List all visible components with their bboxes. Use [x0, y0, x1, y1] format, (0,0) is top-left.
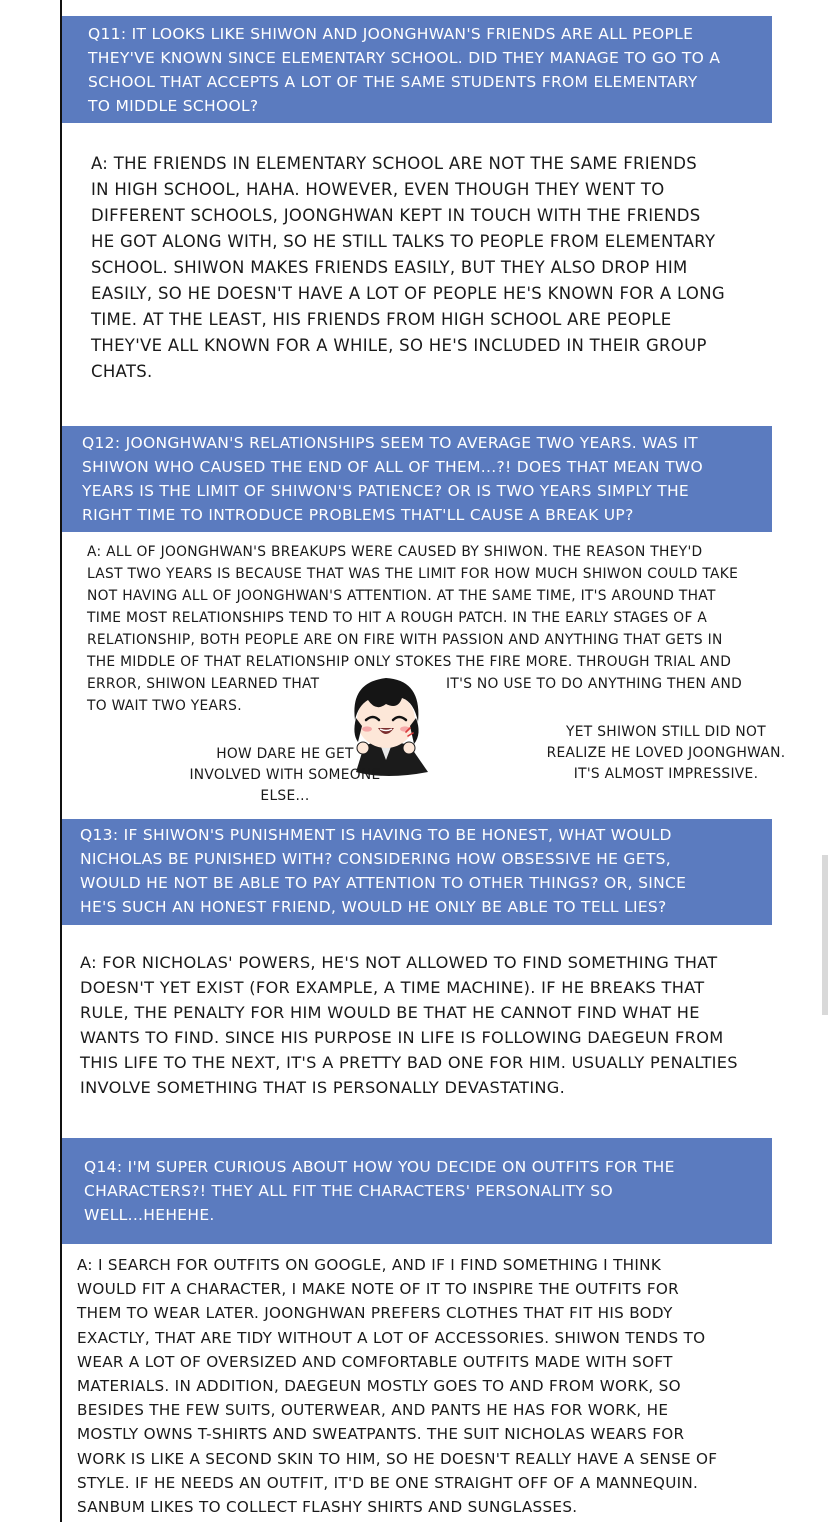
left-border-line	[60, 0, 62, 1522]
question-q13: Q13: IF SHIWON'S PUNISHMENT IS HAVING TO BE HONEST, WHAT WOULD NICHOLAS BE PUNISHED WITH? CONSIDERING HOW OBSESSIVE HE GETS, WOULD HE NOT BE ABLE TO PAY ATTENTION TO OTHER THINGS? OR, SINCE HE'S SUCH AN HONEST FRIEND, WOULD HE ONLY BE ABLE TO TELL LIES?	[62, 819, 772, 925]
note-shiwon-realize: YET SHIWON STILL DID NOT REALIZE HE LOVED JOONGHWAN. IT'S ALMOST IMPRESSIVE.	[546, 724, 786, 782]
question-q11: Q11: IT LOOKS LIKE SHIWON AND JOONGHWAN'S FRIENDS ARE ALL PEOPLE THEY'VE KNOWN SINCE ELEMENTARY SCHOOL. DID THEY MANAGE TO GO TO A SCHOOL THAT ACCEPTS A LOT OF THE SAME STUDENTS FROM ELEMENTARY TO MIDDLE SCHOOL?	[62, 16, 772, 123]
note-how-dare: HOW DARE HE GET INVOLVED WITH SOMEONE ELSE...	[189, 746, 381, 804]
answer-q13: A: FOR NICHOLAS' POWERS, HE'S NOT ALLOWED TO FIND SOMETHING THAT DOESN'T YET EXIST (FOR EXAMPLE, A TIME MACHINE). IF HE BREAKS THAT RULE, THE PENALTY FOR HIM WOULD BE THAT HE CANNOT FIND WHAT HE WANTS TO FIND. SINCE HIS PURPOSE IN LIFE IS FOLLOWING DAEGEUN FROM THIS LIFE TO THE NEXT, IT'S A PRETTY BAD ONE FOR HIM. USUALLY PENALTIES INVOLVE SOMETHING THAT IS PERSONALLY DEVASTATING.	[80, 953, 738, 1097]
question-q12: Q12: JOONGHWAN'S RELATIONSHIPS SEEM TO AVERAGE TWO YEARS. WAS IT SHIWON WHO CAUSED THE END OF ALL OF THEM...?! DOES THAT MEAN TWO YEARS IS THE LIMIT OF SHIWON'S PATIENCE? OR IS TWO YEARS SIMPLY THE RIGHT TIME TO INTRODUCE PROBLEMS THAT'LL CAUSE A BREAK UP?	[62, 426, 772, 532]
answer-q11: A: THE FRIENDS IN ELEMENTARY SCHOOL ARE NOT THE SAME FRIENDS IN HIGH SCHOOL, HAHA. HOWEVER, EVEN THOUGH THEY WENT TO DIFFERENT SCHOOLS, JOONGHWAN KEPT IN TOUCH WITH THE FRIENDS HE GOT ALONG WITH, SO HE STILL TALKS TO PEOPLE FROM ELEMENTARY SCHOOL. SHIWON MAKES FRIENDS EASILY, BUT THEY ALSO DROP HIM EASILY, SO HE DOESN'T HAVE A LOT OF PEOPLE HE'S KNOWN FOR A LONG TIME. AT THE LEAST, HIS FRIENDS FROM HIGH SCHOOL ARE PEOPLE THEY'VE ALL KNOWN FOR A WHILE, SO HE'S INCLUDED IN THEIR GROUP CHATS.	[91, 154, 725, 381]
answer-q12-right: IT'S NO USE TO DO ANYTHING THEN AND	[446, 676, 743, 692]
answer-q12-left: ERROR, SHIWON LEARNED THAT TO WAIT TWO YEARS.	[87, 676, 320, 714]
answer-q12: A: ALL OF JOONGHWAN'S BREAKUPS WERE CAUSED BY SHIWON. THE REASON THEY'D LAST TWO YEARS IS BECAUSE THAT WAS THE LIMIT FOR HOW MUCH SHIWON COULD TAKE NOT HAVING ALL OF JOONGHWAN'S ATTENTION. AT THE SAME TIME, IT'S AROUND THAT TIME MOST RELATIONSHIPS TEND TO HIT A ROUGH PATCH. IN THE EARLY STAGES OF A RELATIONSHIP, BOTH PEOPLE ARE ON FIRE WITH PASSION AND ANYTHING THAT GETS IN THE MIDDLE OF THAT RELATIONSHIP ONLY STOKES THE FIRE MORE. THROUGH TRIAL AND	[87, 544, 739, 670]
question-q14: Q14: I'M SUPER CURIOUS ABOUT HOW YOU DECIDE ON OUTFITS FOR THE CHARACTERS?! THEY ALL FIT THE CHARACTERS' PERSONALITY SO WELL...HEHEHE.	[62, 1138, 772, 1244]
scroll-edge-shadow	[822, 855, 828, 1015]
answer-q14: A: I SEARCH FOR OUTFITS ON GOOGLE, AND IF I FIND SOMETHING I THINK WOULD FIT A CHARACTER, I MAKE NOTE OF IT TO INSPIRE THE OUTFITS FOR THEM TO WEAR LATER. JOONGHWAN PREFERS CLOTHES THAT FIT HIS BODY EXACTLY, THAT ARE TIDY WITHOUT A LOT OF ACCESSORIES. SHIWON TENDS TO WEAR A LOT OF OVERSIZED AND COMFORTABLE OUTFITS MADE WITH SOFT MATERIALS. IN ADDITION, DAEGEUN MOSTLY GOES TO AND FROM WORK, SO BESIDES THE FEW SUITS, OUTERWEAR, AND PANTS HE HAS FOR WORK, HE MOSTLY OWNS T-SHIRTS AND SWEATPANTS. THE SUIT NICHOLAS WEARS FOR WORK IS LIKE A SECOND SKIN TO HIM, SO HE DOESN'T REALLY HAVE A SENSE OF STYLE. IF HE NEEDS AN OUTFIT, IT'D BE ONE STRAIGHT OFF OF A MANNEQUIN. SANBUM LIKES TO COLLECT FLASHY SHIRTS AND SUNGLASSES.	[77, 1256, 718, 1517]
